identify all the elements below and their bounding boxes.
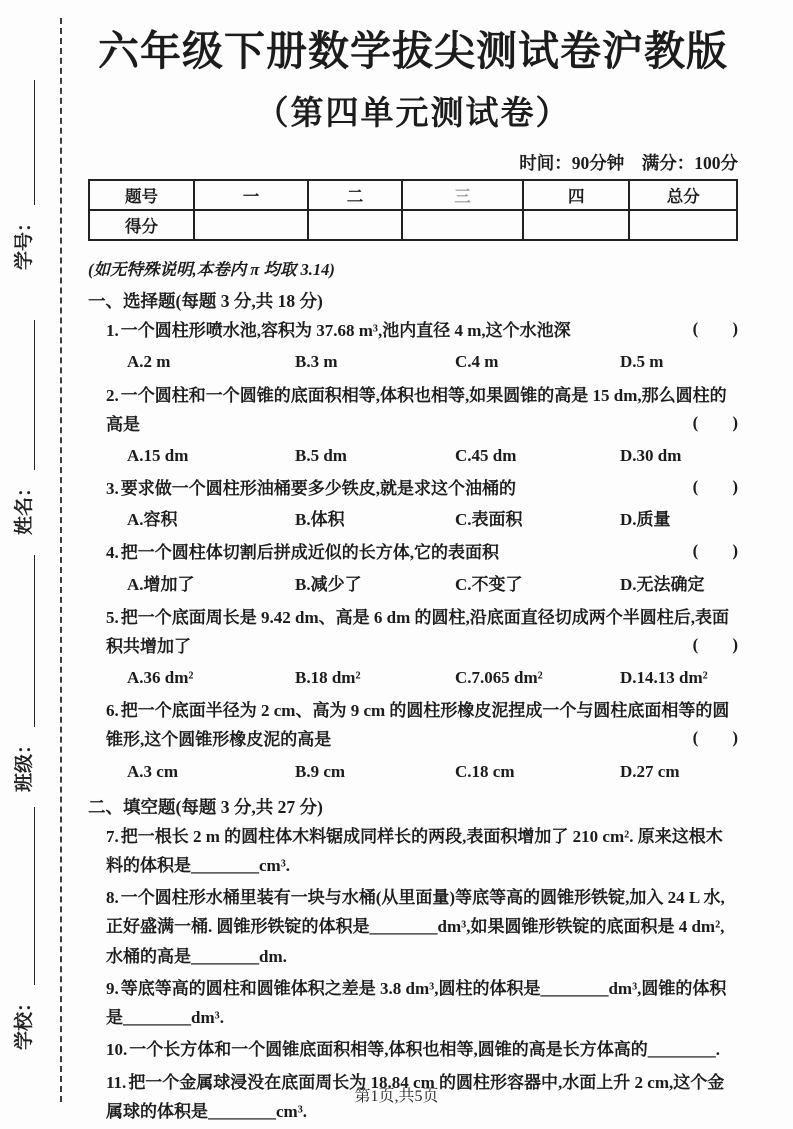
options-row	[127, 442, 738, 470]
option-d: D.27 cm	[620, 761, 680, 781]
options-row	[127, 664, 738, 692]
option-a: A.2 m	[127, 352, 171, 372]
question-number: 5.	[106, 607, 119, 627]
score-table-header-cell: 四	[523, 180, 629, 210]
question-4	[88, 538, 738, 598]
question-number: 8.	[106, 888, 119, 908]
student-number-field	[11, 80, 38, 270]
option-b: B.减少了	[295, 574, 362, 594]
score-row-label: 得分	[89, 210, 194, 240]
option-d: D.14.13 dm²	[620, 668, 708, 688]
score-cell	[629, 210, 737, 240]
option-c: C.表面积	[455, 510, 523, 530]
option-b: B.9 cm	[295, 761, 346, 781]
question-9	[88, 974, 738, 1032]
question-text: 4. 把一个圆柱体切割后拼成近似的长方体,它的表面积 ( )	[88, 538, 738, 567]
option-b: B.5 dm	[295, 446, 347, 465]
student-number-label: 学号：	[14, 212, 35, 270]
time-and-score-info: 时间：90分钟 满分：100分	[519, 153, 738, 174]
pi-note: (如无特殊说明,本卷内 π 均取 3.14)	[88, 260, 335, 280]
question-10	[88, 1035, 738, 1064]
school-field	[11, 807, 38, 1050]
binding-dashed-line	[60, 18, 62, 1102]
option-c: C.7.065 dm²	[455, 668, 543, 688]
paper-subtitle: （第四单元测试卷）	[255, 96, 571, 133]
score-cell	[194, 210, 308, 240]
class-blank	[32, 555, 35, 727]
option-d: D.无法确定	[620, 574, 705, 594]
school-blank	[32, 807, 35, 985]
question-2	[88, 381, 738, 471]
option-a: A.增加了	[127, 574, 195, 594]
option-c: C.18 cm	[455, 761, 515, 781]
score-table-header-cell: 总分	[629, 180, 737, 210]
paper-title: 六年级下册数学拔尖测试卷沪教版	[98, 28, 728, 74]
option-d: D.质量	[620, 510, 671, 530]
question-text: 5. 把一个底面周长是 9.42 dm、高是 6 dm 的圆柱,沿底面直径切成两个半圆柱后,表面积共增加了 ( )	[88, 603, 738, 661]
school-label: 学校：	[14, 992, 35, 1050]
question-number: 11.	[106, 1072, 127, 1092]
answer-bracket: ( )	[692, 541, 738, 561]
option-a: A.容积	[127, 510, 178, 530]
question-text: 7. 把一根长 2 m 的圆柱体木料锯成同样长的两段,表面积增加了 210 cm². 原来这根木料的体积是________cm³.	[106, 826, 723, 875]
question-text: 6. 把一个底面半径为 2 cm、高为 9 cm 的圆柱形橡皮泥捏成一个与圆柱底面相等的圆锥形,这个圆锥形橡皮泥的高是 ( )	[88, 696, 738, 754]
score-table-header-cell: 题号	[89, 180, 194, 210]
options-row	[127, 571, 738, 599]
question-number: 4.	[106, 543, 119, 563]
question-text: 9. 等底等高的圆柱和圆锥体积之差是 3.8 dm³,圆柱的体积是________dm³,圆锥的体积是________dm³.	[106, 978, 727, 1028]
answer-bracket: ( )	[692, 728, 738, 748]
question-text: 1. 一个圆柱形喷水池,容积为 37.68 m³,池内直径 4 m,这个水池深 ( )	[88, 316, 738, 345]
question-number: 7.	[106, 826, 119, 846]
option-c: C.4 m	[455, 352, 499, 372]
question-number: 10.	[106, 1040, 128, 1060]
score-cell	[523, 210, 629, 240]
score-table-score-row	[89, 210, 737, 240]
test-paper	[88, 18, 738, 1129]
question-number: 1.	[106, 321, 119, 341]
answer-bracket: ( )	[692, 634, 738, 654]
options-row	[127, 506, 738, 534]
class-label: 班级：	[14, 734, 35, 792]
student-number-blank	[32, 80, 35, 205]
question-number: 2.	[106, 385, 119, 405]
question-text: 8. 一个圆柱形水桶里装有一块与水桶(从里面量)等底等高的圆锥形铁锭,加入 24 L 水,正好盛满一桶. 圆锥形铁锭的体积是________dm³,如果圆锥形铁锭的底面积是 4 dm²,水桶的高是________dm.	[106, 888, 725, 966]
question-number: 6.	[106, 701, 119, 721]
score-table-header-cell: 二	[308, 180, 402, 210]
option-d: D.5 m	[620, 352, 664, 372]
score-cell	[402, 210, 523, 240]
score-table-header-cell: 一	[194, 180, 308, 210]
score-table-header-cell: 三	[402, 180, 523, 210]
option-b: B.体积	[295, 510, 345, 530]
option-c: C.不变了	[455, 574, 523, 594]
question-text: 10. 一个长方体和一个圆锥底面积相等,体积也相等,圆锥的高是长方体高的________.	[106, 1040, 720, 1060]
question-5	[88, 603, 738, 693]
question-number: 9.	[106, 978, 119, 998]
score-table-header-row	[89, 180, 737, 210]
answer-bracket: ( )	[692, 412, 738, 432]
option-d: D.30 dm	[620, 446, 682, 465]
question-6	[88, 696, 738, 786]
question-text: 11. 把一个金属球浸没在底面周长为 18.84 cm 的圆柱形容器中,水面上升 2 cm,这个金属球的体积是________cm³.	[106, 1072, 725, 1121]
option-a: A.3 cm	[127, 761, 178, 781]
options-row	[127, 348, 738, 376]
student-name-label: 姓名：	[14, 477, 35, 535]
section-2-heading: 二、填空题(每题 3 分,共 27 分)	[88, 796, 323, 817]
option-b: B.18 dm²	[295, 668, 361, 688]
page-number: 第1页,共5页	[354, 1088, 439, 1105]
option-a: A.15 dm	[127, 446, 189, 465]
question-text: 2. 一个圆柱和一个圆锥的底面积相等,体积也相等,如果圆锥的高是 15 dm,那么圆柱的高是 ( )	[88, 381, 738, 439]
question-text: 3. 要求做一个圆柱形油桶要多少铁皮,就是求这个油桶的 ( )	[88, 474, 738, 503]
option-a: A.36 dm²	[127, 668, 194, 688]
question-7	[88, 822, 738, 880]
question-number: 3.	[106, 479, 119, 499]
section-1-heading: 一、选择题(每题 3 分,共 18 分)	[88, 291, 323, 312]
score-cell	[308, 210, 402, 240]
class-field	[11, 555, 38, 792]
question-3	[88, 474, 738, 534]
question-8	[88, 883, 738, 971]
score-table	[88, 179, 738, 241]
options-row	[127, 758, 738, 786]
option-b: B.3 m	[295, 352, 338, 372]
question-1	[88, 316, 738, 376]
student-name-field	[11, 320, 38, 535]
answer-bracket: ( )	[692, 477, 738, 497]
option-c: C.45 dm	[455, 446, 517, 465]
student-name-blank	[32, 320, 35, 470]
answer-bracket: ( )	[692, 319, 738, 339]
